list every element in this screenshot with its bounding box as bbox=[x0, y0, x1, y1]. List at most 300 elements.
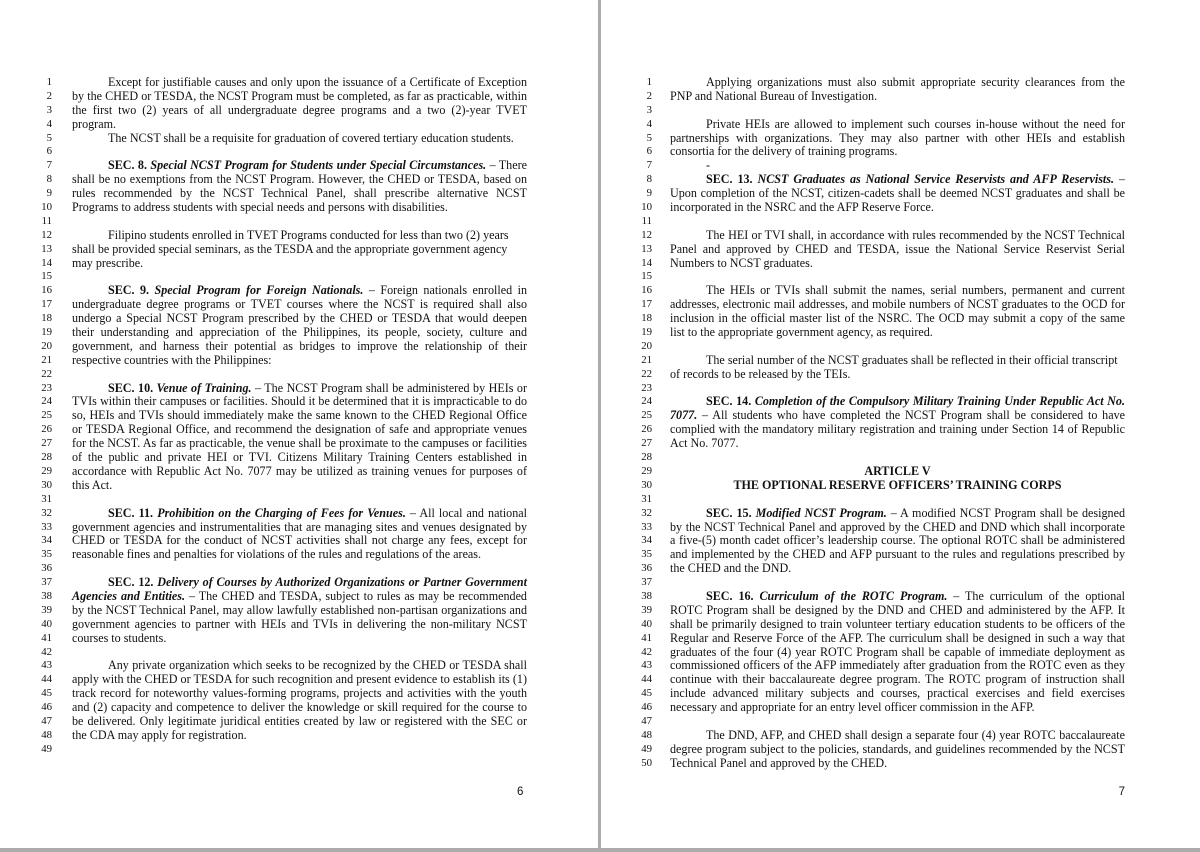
line-number: 42 bbox=[41, 645, 52, 658]
section-number: SEC. 14. bbox=[706, 394, 752, 409]
text-line bbox=[0, 145, 598, 159]
line-number: 24 bbox=[641, 395, 652, 408]
line-text: for the NCST. As far as practicable, the venue shall be proximate to the campuses or facilities bbox=[72, 436, 527, 451]
text-line bbox=[601, 548, 1200, 562]
line-text: respective countries with the Philippines: bbox=[72, 352, 272, 367]
text-line bbox=[0, 618, 598, 632]
line-text: Filipino students enrolled in TVET Programs conducted for less than two (2) years bbox=[108, 227, 509, 242]
line-number: 5 bbox=[646, 131, 652, 144]
line-body: – A modified NCST Program shall be designed bbox=[886, 505, 1126, 520]
line-number: 9 bbox=[646, 187, 652, 200]
article-heading: ARTICLE V bbox=[864, 463, 931, 478]
text-line bbox=[601, 312, 1200, 326]
line-text: or TESDA Regional Office, and recommend the designation of safe and appropriate venues bbox=[72, 422, 527, 437]
text-line bbox=[0, 548, 598, 562]
line-number: 28 bbox=[641, 451, 652, 464]
text-line bbox=[0, 243, 598, 257]
line-text: Private HEIs are allowed to implement such courses in-house without the need for bbox=[706, 116, 1125, 131]
line-number: 44 bbox=[41, 673, 52, 686]
line-text: The DND, AFP, and CHED shall design a separate four (4) year ROTC baccalaureate bbox=[706, 727, 1125, 742]
line-body: – Foreign nationals enrolled in bbox=[363, 283, 527, 298]
line-number: 40 bbox=[641, 617, 652, 630]
line-text: continue with their baccalaureate degree program. The ROTC program of instruction shall bbox=[670, 672, 1125, 687]
line-text: courses to students. bbox=[72, 630, 167, 645]
line-text: track record for noteworthy values-forming programs, projects and activities with the youth bbox=[72, 686, 527, 701]
line-text: apply with the CHED or TESDA for such recognition and present evidence to establish its (1) bbox=[72, 672, 527, 687]
line-text: program. bbox=[72, 116, 116, 131]
line-number: 40 bbox=[41, 617, 52, 630]
text-line bbox=[601, 437, 1200, 451]
text-line bbox=[601, 757, 1200, 771]
line-number: 21 bbox=[641, 353, 652, 366]
line-number: 30 bbox=[641, 478, 652, 491]
line-number: 29 bbox=[641, 464, 652, 477]
text-line bbox=[601, 284, 1200, 298]
line-text: of the public and private HEI or TVI. Citizens Military Training Centers established in bbox=[72, 450, 527, 465]
section-title: Agencies and Entities. bbox=[72, 588, 186, 603]
line-number: 34 bbox=[641, 534, 652, 547]
line-number: 19 bbox=[641, 326, 652, 339]
text-line bbox=[601, 229, 1200, 243]
text-line bbox=[0, 673, 598, 687]
line-text: by the NCST Technical Panel, may allow lawfully established non-partisan organizations and bbox=[72, 602, 527, 617]
line-body: – There bbox=[486, 158, 527, 173]
line-text: a five-(5) month cadet officer’s leadership course. The optional ROTC shall be administered bbox=[670, 533, 1125, 548]
line-body: – The CHED and TESDA, subject to rules as may be recommended bbox=[185, 588, 527, 603]
section-number: SEC. 16. bbox=[706, 588, 754, 603]
line-text: undergo a Special NCST Program prescribed by the CHED or TESDA that would deepen bbox=[72, 311, 527, 326]
line-text: degree program subject to the policies, standards, and guidelines recommended by the NCST bbox=[670, 741, 1125, 756]
line-number: 44 bbox=[641, 673, 652, 686]
text-line bbox=[601, 632, 1200, 646]
line-text: their understanding and appreciation of the Philippines, its people, society, culture and bbox=[72, 325, 527, 340]
text-line bbox=[0, 173, 598, 187]
line-text: necessary and appropriate for an entry level officer commission in the AFP. bbox=[670, 700, 1035, 715]
text-line bbox=[0, 104, 598, 118]
text-line bbox=[0, 395, 598, 409]
line-number: 33 bbox=[41, 520, 52, 533]
line-number: 41 bbox=[41, 631, 52, 644]
line-number: 37 bbox=[641, 576, 652, 589]
text-line bbox=[0, 576, 598, 590]
line-number: 16 bbox=[41, 284, 52, 297]
section-title: Modified NCST Program. bbox=[755, 505, 887, 520]
line-text: and (2) capacity and competence to deliver the knowledge or skill required for the course to bbox=[72, 700, 527, 715]
line-number: 18 bbox=[41, 312, 52, 325]
text-line bbox=[601, 326, 1200, 340]
text-line bbox=[601, 395, 1200, 409]
text-line bbox=[0, 76, 598, 90]
line-text: consortia for the delivery of training programs. bbox=[670, 144, 898, 159]
line-number: 10 bbox=[41, 201, 52, 214]
text-line bbox=[601, 534, 1200, 548]
line-number: 25 bbox=[641, 409, 652, 422]
text-line bbox=[601, 104, 1200, 118]
line-body: – The NCST Program shall be administered by HEIs or bbox=[251, 380, 527, 395]
section-title: Venue of Training. bbox=[156, 380, 252, 395]
line-text: this Act. bbox=[72, 477, 113, 492]
line-text: list to the appropriate government agency, as required. bbox=[670, 325, 933, 340]
text-line bbox=[0, 701, 598, 715]
text-line bbox=[0, 90, 598, 104]
section-title: Delivery of Courses by Authorized Organizations or Partner Government bbox=[157, 575, 527, 590]
text-line bbox=[0, 298, 598, 312]
line-text: Except for justifiable causes and only upon the issuance of a Certificate of Exception bbox=[108, 75, 527, 89]
line-text: shall be primarily designed to train volunteer tertiary education students to be officers of the bbox=[670, 616, 1125, 631]
line-number: 17 bbox=[41, 298, 52, 311]
text-line bbox=[601, 423, 1200, 437]
line-number: 4 bbox=[646, 117, 652, 130]
line-number: 32 bbox=[641, 506, 652, 519]
text-line bbox=[0, 187, 598, 201]
section-title: Prohibition on the Charging of Fees for Venues. bbox=[157, 505, 406, 520]
line-text: The HEIs or TVIs shall submit the names, serial numbers, permanent and current bbox=[706, 283, 1125, 298]
line-text: The HEI or TVI shall, in accordance with rules recommended by the NCST Technical bbox=[706, 227, 1125, 242]
line-list bbox=[601, 76, 1200, 771]
text-line bbox=[0, 382, 598, 396]
line-number: 27 bbox=[641, 437, 652, 450]
text-line bbox=[0, 437, 598, 451]
line-number: 27 bbox=[41, 437, 52, 450]
text-line bbox=[601, 257, 1200, 271]
section-number: SEC. 12. bbox=[108, 575, 154, 590]
text-line bbox=[601, 382, 1200, 396]
line-number: 12 bbox=[641, 228, 652, 241]
text-line bbox=[601, 215, 1200, 229]
text-line bbox=[601, 743, 1200, 757]
line-number: 41 bbox=[641, 631, 652, 644]
line-number: 42 bbox=[641, 645, 652, 658]
text-line bbox=[601, 659, 1200, 673]
section-number: SEC. 11. bbox=[108, 505, 154, 520]
text-line bbox=[0, 201, 598, 215]
line-text: The NCST shall be a requisite for graduation of covered tertiary education students. bbox=[108, 130, 514, 145]
text-line bbox=[0, 465, 598, 479]
line-number: 15 bbox=[641, 270, 652, 283]
text-line bbox=[601, 604, 1200, 618]
line-number: 14 bbox=[41, 256, 52, 269]
line-text bbox=[670, 590, 1125, 604]
line-text: The serial number of the NCST graduates shall be reflected in their official transcript bbox=[706, 352, 1118, 367]
text-line bbox=[601, 729, 1200, 743]
page-number: 6 bbox=[517, 786, 524, 798]
line-body: – All local and national bbox=[405, 505, 528, 520]
text-line bbox=[0, 354, 598, 368]
text-line bbox=[601, 201, 1200, 215]
line-text: ROTC Program shall be designed by the DND and CHED and administered by the AFP. It bbox=[670, 602, 1125, 617]
line-number: 17 bbox=[641, 298, 652, 311]
section-title: 7077. bbox=[670, 408, 698, 423]
line-number: 23 bbox=[41, 381, 52, 394]
line-number: 8 bbox=[646, 173, 652, 186]
line-text: and implemented by the CHED and AFP pursuant to the rules and regulations prescribed by bbox=[670, 547, 1125, 562]
line-text bbox=[670, 409, 1125, 423]
text-line bbox=[601, 451, 1200, 465]
text-line bbox=[0, 632, 598, 646]
line-number: 8 bbox=[46, 173, 52, 186]
line-number: 37 bbox=[41, 576, 52, 589]
line-text: CHED or TESDA for the conduct of NCST activities shall not charge any fees, except for bbox=[72, 533, 527, 548]
line-number: 38 bbox=[41, 589, 52, 602]
line-number: 22 bbox=[41, 367, 52, 380]
line-number: 13 bbox=[641, 242, 652, 255]
line-number: 20 bbox=[641, 339, 652, 352]
line-number: 46 bbox=[641, 701, 652, 714]
line-number: 39 bbox=[41, 603, 52, 616]
article-heading: THE OPTIONAL RESERVE OFFICERS’ TRAINING CORPS bbox=[733, 477, 1062, 492]
line-number: 3 bbox=[646, 103, 652, 116]
line-text: be delivered. Only legitimate juridical entities created by law or registered with the SEC or bbox=[72, 713, 527, 728]
line-number: 5 bbox=[46, 131, 52, 144]
line-number: 30 bbox=[41, 478, 52, 491]
line-text: Numbers to NCST graduates. bbox=[670, 255, 813, 270]
text-line bbox=[601, 521, 1200, 535]
text-line bbox=[0, 451, 598, 465]
line-number: 1 bbox=[646, 76, 652, 88]
line-text: partnerships with organizations. They may also partner with other HEIs and establish bbox=[670, 130, 1125, 145]
section-title: Curriculum of the ROTC Program. bbox=[759, 588, 948, 603]
line-number: 10 bbox=[641, 201, 652, 214]
line-number: 4 bbox=[46, 117, 52, 130]
line-text: graduates of the four (4) year ROTC Program shall be capable of immediate deployment as bbox=[670, 644, 1125, 659]
text-line bbox=[601, 507, 1200, 521]
section-title: Special NCST Program for Students under Special Circumstances. bbox=[150, 158, 487, 173]
line-text: incorporated in the NSRC and the AFP Reserve Force. bbox=[670, 200, 934, 215]
line-number: 23 bbox=[641, 381, 652, 394]
line-text: may prescribe. bbox=[72, 255, 144, 270]
line-number: 26 bbox=[641, 423, 652, 436]
text-line bbox=[0, 118, 598, 132]
line-number: 32 bbox=[41, 506, 52, 519]
text-line bbox=[601, 132, 1200, 146]
line-body: – All students who have completed the NCST Program shall be considered to have bbox=[697, 408, 1125, 423]
text-line bbox=[601, 145, 1200, 159]
line-number: 16 bbox=[641, 284, 652, 297]
text-line bbox=[601, 173, 1200, 187]
line-text: reasonable fines and penalties for violations of the rules and regulations of the areas. bbox=[72, 547, 482, 562]
line-number: 6 bbox=[46, 145, 52, 158]
text-line bbox=[601, 618, 1200, 632]
text-line bbox=[0, 743, 598, 757]
line-text: so, HEIs and TVIs should immediately make the same known to the CHED Regional Office bbox=[72, 408, 527, 423]
page-number: 7 bbox=[1118, 786, 1125, 798]
text-line bbox=[601, 576, 1200, 590]
text-line bbox=[601, 687, 1200, 701]
line-text bbox=[72, 382, 527, 396]
line-number: 22 bbox=[641, 367, 652, 380]
line-number: 29 bbox=[41, 464, 52, 477]
line-number: 34 bbox=[41, 534, 52, 547]
text-line bbox=[0, 534, 598, 548]
text-line bbox=[601, 76, 1200, 90]
text-line bbox=[0, 409, 598, 423]
line-text bbox=[72, 590, 527, 604]
text-line bbox=[0, 423, 598, 437]
line-text: Act No. 7077. bbox=[670, 436, 739, 451]
text-line bbox=[0, 284, 598, 298]
line-text: by the CHED or TESDA, the NCST Program must be completed, as far as practicable, within bbox=[72, 88, 527, 103]
line-number: 38 bbox=[641, 589, 652, 602]
line-number: 35 bbox=[641, 548, 652, 561]
page-right bbox=[601, 0, 1200, 848]
line-number: 9 bbox=[46, 187, 52, 200]
line-text: Programs to address students with special needs and persons with disabilities. bbox=[72, 200, 448, 215]
text-line bbox=[0, 715, 598, 729]
text-line bbox=[0, 257, 598, 271]
line-number: 47 bbox=[641, 714, 652, 727]
text-line bbox=[601, 368, 1200, 382]
text-line bbox=[601, 118, 1200, 132]
line-text: - bbox=[706, 158, 711, 173]
line-number: 7 bbox=[646, 159, 652, 172]
line-text: complied with the mandatory military registration and training under Section 14 of Republic bbox=[670, 422, 1125, 437]
text-line bbox=[601, 715, 1200, 729]
line-number: 11 bbox=[641, 214, 652, 227]
line-number: 28 bbox=[41, 451, 52, 464]
text-line bbox=[601, 701, 1200, 715]
text-line bbox=[601, 673, 1200, 687]
line-number: 2 bbox=[46, 89, 52, 102]
line-text bbox=[72, 159, 527, 173]
text-line bbox=[601, 465, 1200, 479]
text-line bbox=[601, 243, 1200, 257]
text-line bbox=[601, 646, 1200, 660]
text-line bbox=[601, 409, 1200, 423]
line-text: commissioned officers of the AFP immediately after graduation from the ROTC even as they bbox=[670, 658, 1125, 673]
text-line bbox=[0, 229, 598, 243]
text-line bbox=[0, 507, 598, 521]
text-line bbox=[601, 90, 1200, 104]
text-line bbox=[0, 659, 598, 673]
text-line bbox=[0, 729, 598, 743]
line-text: undergraduate degree programs or TVET courses where the NCST is required shall also bbox=[72, 297, 527, 312]
line-text: Any private organization which seeks to be recognized by the CHED or TESDA shall bbox=[108, 658, 527, 673]
text-line bbox=[0, 521, 598, 535]
line-text: shall be provided special seminars, as the TESDA and the appropriate government agency bbox=[72, 241, 508, 256]
text-line bbox=[601, 187, 1200, 201]
line-number: 26 bbox=[41, 423, 52, 436]
line-text: include advanced military subjects and courses, practical exercises and field exercises bbox=[670, 686, 1125, 701]
section-title: Completion of the Compulsory Military Training Under Republic Act No. bbox=[754, 394, 1125, 409]
section-number: SEC. 13. bbox=[706, 172, 753, 187]
line-number: 50 bbox=[641, 756, 652, 769]
text-line bbox=[0, 132, 598, 146]
line-number: 14 bbox=[641, 256, 652, 269]
line-text: government, and harness their potential as bridges to improve the relationship of their bbox=[72, 338, 527, 353]
text-line bbox=[601, 159, 1200, 173]
text-line bbox=[0, 479, 598, 493]
line-text: rules recommended by the NCST Technical Panel, shall prescribe alternative NCST bbox=[72, 186, 527, 201]
text-line bbox=[0, 340, 598, 354]
line-number: 12 bbox=[41, 228, 52, 241]
line-text: the first two (2) years of all undergraduate degree programs and a two (2)-year TVET bbox=[72, 102, 527, 117]
line-number: 13 bbox=[41, 242, 52, 255]
line-text bbox=[670, 395, 1125, 409]
text-line bbox=[601, 562, 1200, 576]
line-number: 35 bbox=[41, 548, 52, 561]
line-number: 18 bbox=[641, 312, 652, 325]
line-number: 6 bbox=[646, 145, 652, 158]
text-line bbox=[0, 687, 598, 701]
text-line bbox=[0, 493, 598, 507]
text-line bbox=[601, 298, 1200, 312]
text-line bbox=[601, 270, 1200, 284]
section-number: SEC. 15. bbox=[706, 505, 752, 520]
line-number: 1 bbox=[46, 76, 52, 88]
line-text: Technical Panel and approved by the CHED. bbox=[670, 755, 888, 770]
line-number: 45 bbox=[641, 687, 652, 700]
line-text: accordance with Republic Act No. 7077 may be utilized as training venues for purposes of bbox=[72, 463, 527, 478]
line-number: 7 bbox=[46, 159, 52, 172]
line-number: 49 bbox=[641, 742, 652, 755]
section-number: SEC. 8. bbox=[108, 158, 148, 173]
line-body: – bbox=[1114, 172, 1125, 187]
line-text bbox=[72, 284, 527, 298]
line-text: inclusion in the official master list of the NSRC. The OCD may submit a copy of the same bbox=[670, 311, 1125, 326]
line-number: 21 bbox=[41, 353, 52, 366]
text-line bbox=[0, 270, 598, 284]
line-text: the CDA may apply for registration. bbox=[72, 727, 247, 742]
line-number: 31 bbox=[641, 492, 652, 505]
text-line bbox=[0, 326, 598, 340]
text-line bbox=[0, 159, 598, 173]
line-number: 3 bbox=[46, 103, 52, 116]
line-number: 24 bbox=[41, 395, 52, 408]
line-text: government agencies to partner with HEIs and TVIs in delivering the non-military NCST bbox=[72, 616, 527, 631]
line-number: 43 bbox=[41, 659, 52, 672]
line-text: Upon completion of the NCST, citizen-cadets shall be deemed NCST graduates and shall be bbox=[670, 186, 1125, 201]
line-text bbox=[670, 173, 1125, 187]
line-text: Applying organizations must also submit appropriate security clearances from the bbox=[706, 75, 1125, 89]
text-line bbox=[0, 562, 598, 576]
line-number: 19 bbox=[41, 326, 52, 339]
section-number: SEC. 10. bbox=[108, 380, 154, 395]
section-title: Special Program for Foreign Nationals. bbox=[154, 283, 364, 298]
line-number: 11 bbox=[41, 214, 52, 227]
text-line bbox=[601, 479, 1200, 493]
line-number: 25 bbox=[41, 409, 52, 422]
line-number: 15 bbox=[41, 270, 52, 283]
line-number: 33 bbox=[641, 520, 652, 533]
line-text: Regular and Reserve Force of the AFP. The curriculum shall be designed in such a way that bbox=[670, 630, 1125, 645]
text-line bbox=[601, 590, 1200, 604]
text-line bbox=[601, 493, 1200, 507]
line-text: government agencies and instrumentalities that are managing sites and venues designated by bbox=[72, 519, 527, 534]
line-number: 45 bbox=[41, 687, 52, 700]
text-line bbox=[0, 368, 598, 382]
line-number: 46 bbox=[41, 701, 52, 714]
line-number: 49 bbox=[41, 742, 52, 755]
text-line bbox=[0, 215, 598, 229]
line-number: 20 bbox=[41, 339, 52, 352]
line-text: the CHED and the DND. bbox=[670, 561, 792, 576]
line-number: 48 bbox=[641, 728, 652, 741]
line-body: – The curriculum of the optional bbox=[947, 588, 1125, 603]
line-text bbox=[72, 576, 527, 590]
line-number: 43 bbox=[641, 659, 652, 672]
line-text: TVIs within their campuses or facilities. Should it be determined that it is impracticable to do bbox=[72, 394, 527, 409]
text-line bbox=[601, 354, 1200, 368]
line-number: 36 bbox=[641, 562, 652, 575]
line-text bbox=[72, 507, 527, 521]
line-number: 39 bbox=[641, 603, 652, 616]
line-number: 47 bbox=[41, 714, 52, 727]
line-list bbox=[0, 76, 598, 757]
line-text: PNP and National Bureau of Investigation. bbox=[670, 88, 878, 103]
text-line bbox=[601, 340, 1200, 354]
line-number: 2 bbox=[646, 89, 652, 102]
line-text: Panel and approved by CHED and TESDA, issue the National Service Reservist Serial bbox=[670, 241, 1125, 256]
